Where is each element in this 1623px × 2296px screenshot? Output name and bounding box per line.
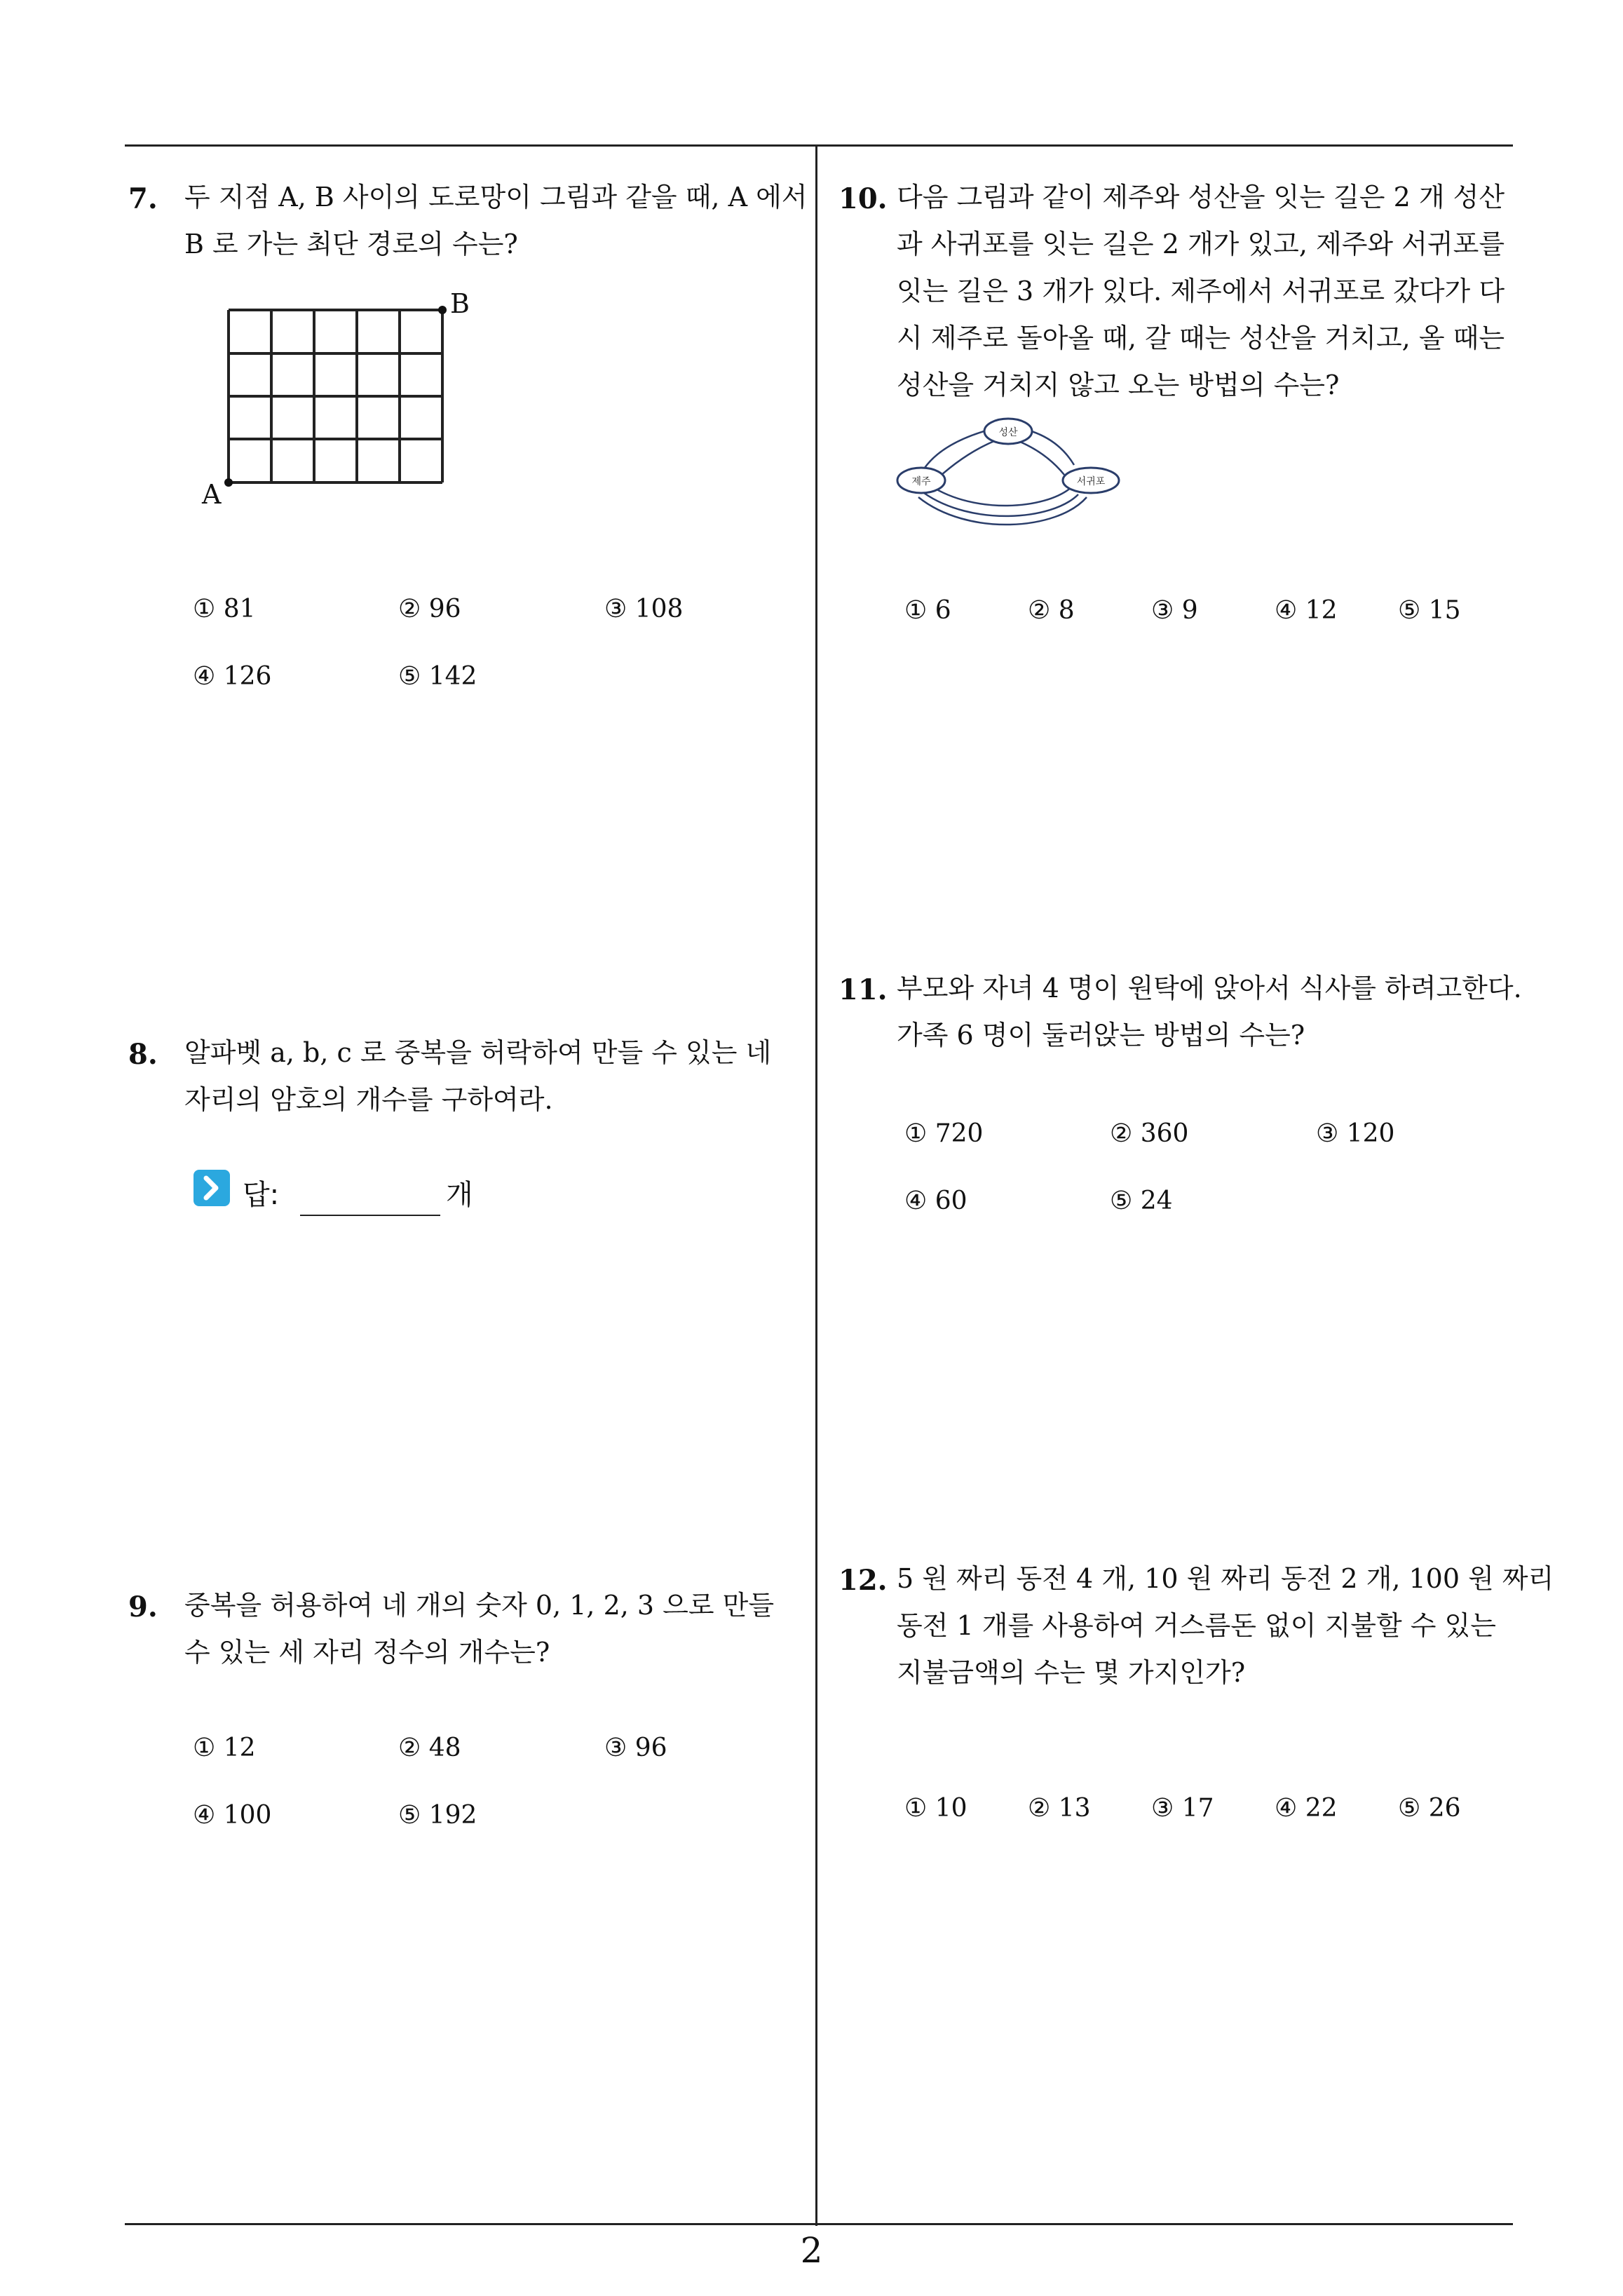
choice-1[interactable]: ① 720 <box>904 1119 984 1148</box>
choice-1[interactable]: ① 10 <box>904 1794 967 1823</box>
question-text <box>897 1555 1554 1696</box>
answer-area <box>193 1170 488 1226</box>
choice-2[interactable]: ② 13 <box>1028 1794 1091 1823</box>
choice-2[interactable]: ② 360 <box>1110 1119 1189 1148</box>
page-number: 2 <box>800 2230 823 2271</box>
answer-blank[interactable] <box>300 1178 440 1216</box>
route-diagram <box>890 410 1129 536</box>
choice-5[interactable]: ⑤ 15 <box>1398 596 1461 625</box>
answer-label: 답: <box>243 1179 280 1211</box>
choice-4[interactable]: ④ 126 <box>193 662 272 691</box>
question-line: 시 제주로 돌아올 때, 갈 때는 성산을 거치고, 올 때는 <box>897 323 1505 353</box>
question-line: 중복을 허용하여 네 개의 숫자 0, 1, 2, 3 으로 만들 <box>184 1590 775 1621</box>
choice-4[interactable]: ④ 100 <box>193 1801 272 1830</box>
question-text <box>184 1029 771 1123</box>
choice-2[interactable]: ② 96 <box>398 595 461 623</box>
question-number: 9. <box>128 1591 158 1623</box>
choice-3[interactable]: ③ 120 <box>1316 1119 1395 1148</box>
question-line: 잇는 길은 3 개가 있다. 제주에서 서귀포로 갔다가 다 <box>897 276 1505 306</box>
label-seongsan: 성산 <box>998 427 1018 438</box>
question-number: 8. <box>128 1038 158 1071</box>
choice-1[interactable]: ① 12 <box>193 1734 256 1762</box>
question-line: 수 있는 세 자리 정수의 개수는? <box>184 1637 550 1668</box>
question-number: 7. <box>128 182 158 215</box>
choice-5[interactable]: ⑤ 142 <box>398 662 477 691</box>
choice-3[interactable]: ③ 108 <box>604 595 684 623</box>
choice-5[interactable]: ⑤ 26 <box>1398 1794 1461 1823</box>
question-line: 자리의 암호의 개수를 구하여라. <box>184 1084 553 1115</box>
question-line: 성산을 거치지 않고 오는 방법의 수는? <box>897 370 1340 400</box>
choice-2[interactable]: ② 8 <box>1028 596 1075 625</box>
question-text <box>184 1582 774 1676</box>
column-divider <box>815 146 817 2226</box>
question-number: 11. <box>838 973 888 1006</box>
point-b <box>438 306 447 314</box>
choice-5[interactable]: ⑤ 192 <box>398 1801 477 1830</box>
question-line: 동전 1 개를 사용하여 거스름돈 없이 지불할 수 있는 <box>897 1610 1496 1641</box>
choice-1[interactable]: ① 81 <box>193 595 256 623</box>
choice-4[interactable]: ④ 22 <box>1275 1794 1338 1823</box>
question-line: 두 지점 A, B 사이의 도로망이 그림과 같을 때, A 에서 <box>184 182 808 212</box>
chevron-right-icon <box>193 1170 230 1206</box>
label-b: B <box>450 288 470 319</box>
question-line: 다음 그림과 같이 제주와 성산을 잇는 길은 2 개 성산 <box>897 182 1505 212</box>
road-grid-figure <box>196 288 491 519</box>
question-line: 알파벳 a, b, c 로 중복을 허락하여 만들 수 있는 네 <box>184 1037 772 1068</box>
question-line: 부모와 자녀 4 명이 원탁에 앉아서 식사를 하려고한다. <box>897 973 1522 1004</box>
question-line: 과 사귀포를 잇는 길은 2 개가 있고, 제주와 서귀포를 <box>897 229 1505 259</box>
choice-3[interactable]: ③ 17 <box>1151 1794 1214 1823</box>
question-line: 지불금액의 수는 몇 가지인가? <box>897 1657 1246 1688</box>
question-line: 5 원 짜리 동전 4 개, 10 원 짜리 동전 2 개, 100 원 짜리 <box>897 1563 1554 1594</box>
question-text <box>897 965 1522 1059</box>
question-number: 10. <box>838 182 888 215</box>
choice-3[interactable]: ③ 96 <box>604 1734 667 1762</box>
choice-5[interactable]: ⑤ 24 <box>1110 1187 1173 1215</box>
question-text <box>897 174 1505 409</box>
question-number: 12. <box>838 1564 888 1597</box>
question-line: B 로 가는 최단 경로의 수는? <box>184 229 518 259</box>
choice-4[interactable]: ④ 60 <box>904 1187 967 1215</box>
question-line: 가족 6 명이 둘러앉는 방법의 수는? <box>897 1020 1305 1051</box>
choice-3[interactable]: ③ 9 <box>1151 596 1198 625</box>
bottom-rule <box>125 2223 1513 2225</box>
choice-1[interactable]: ① 6 <box>904 596 951 625</box>
choice-2[interactable]: ② 48 <box>398 1734 461 1762</box>
label-a: A <box>202 479 222 510</box>
answer-unit: 개 <box>446 1179 473 1211</box>
label-jeju: 제주 <box>911 476 931 487</box>
top-rule <box>125 144 1513 147</box>
question-text <box>184 174 808 268</box>
label-seogwipo: 서귀포 <box>1076 476 1106 487</box>
point-a <box>224 478 233 487</box>
choice-4[interactable]: ④ 12 <box>1275 596 1338 625</box>
